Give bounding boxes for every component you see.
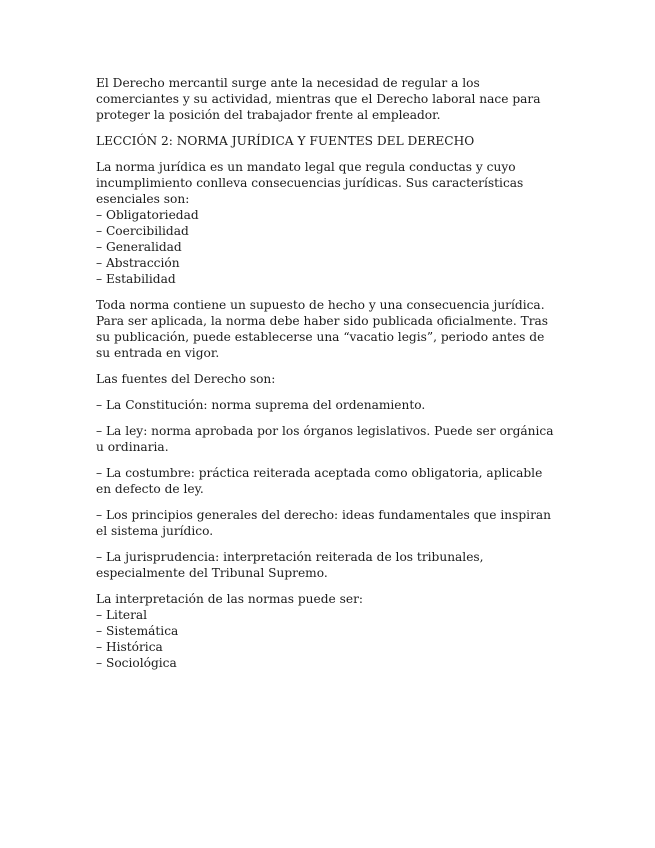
source-item: – La costumbre: práctica reiterada aceptada como obligatoria, aplicable en defecto de ley.	[96, 466, 543, 496]
characteristic-item: – Coercibilidad	[96, 224, 189, 238]
characteristic-item: – Obligatoriedad	[96, 208, 199, 222]
characteristic-item: – Estabilidad	[96, 272, 176, 286]
source-item: – La jurisprudencia: interpretación reiterada de los tribunales, especialmente del Tribunal Supremo.	[96, 550, 484, 580]
document-page	[96, 75, 561, 671]
sources-intro: Las fuentes del Derecho son:	[96, 372, 276, 386]
norma-definition-paragraph: La norma jurídica es un mandato legal que regula conductas y cuyo incumplimiento conlleva consecuencias jurídicas. Sus características esenciales son:	[96, 160, 524, 206]
lesson-heading: LECCIÓN 2: NORMA JURÍDICA Y FUENTES DEL DERECHO	[96, 134, 475, 148]
interpretation-item: – Sociológica	[96, 656, 177, 670]
norma-structure-paragraph: Toda norma contiene un supuesto de hecho y una consecuencia jurídica. Para ser aplicada, la norma debe haber sido publicada oficialmente. Tras su publicación, puede establecerse una “vacatio legis”, periodo antes de su entrada en vigor.	[96, 298, 549, 360]
source-item: – Los principios generales del derecho: ideas fundamentales que inspiran el sistema jurídico.	[96, 508, 552, 538]
interpretation-intro: La interpretación de las normas puede ser:	[96, 592, 364, 606]
source-item: – La Constitución: norma suprema del ordenamiento.	[96, 398, 426, 412]
characteristic-item: – Generalidad	[96, 240, 182, 254]
source-item: – La ley: norma aprobada por los órganos legislativos. Puede ser orgánica u ordinaria.	[96, 424, 554, 454]
interpretation-item: – Sistemática	[96, 624, 179, 638]
characteristic-item: – Abstracción	[96, 256, 180, 270]
interpretation-item: – Histórica	[96, 640, 163, 654]
interpretation-item: – Literal	[96, 608, 148, 622]
intro-paragraph: El Derecho mercantil surge ante la necesidad de regular a los comerciantes y su actividad, mientras que el Derecho laboral nace para proteger la posición del trabajador frente al empleador.	[96, 76, 541, 122]
